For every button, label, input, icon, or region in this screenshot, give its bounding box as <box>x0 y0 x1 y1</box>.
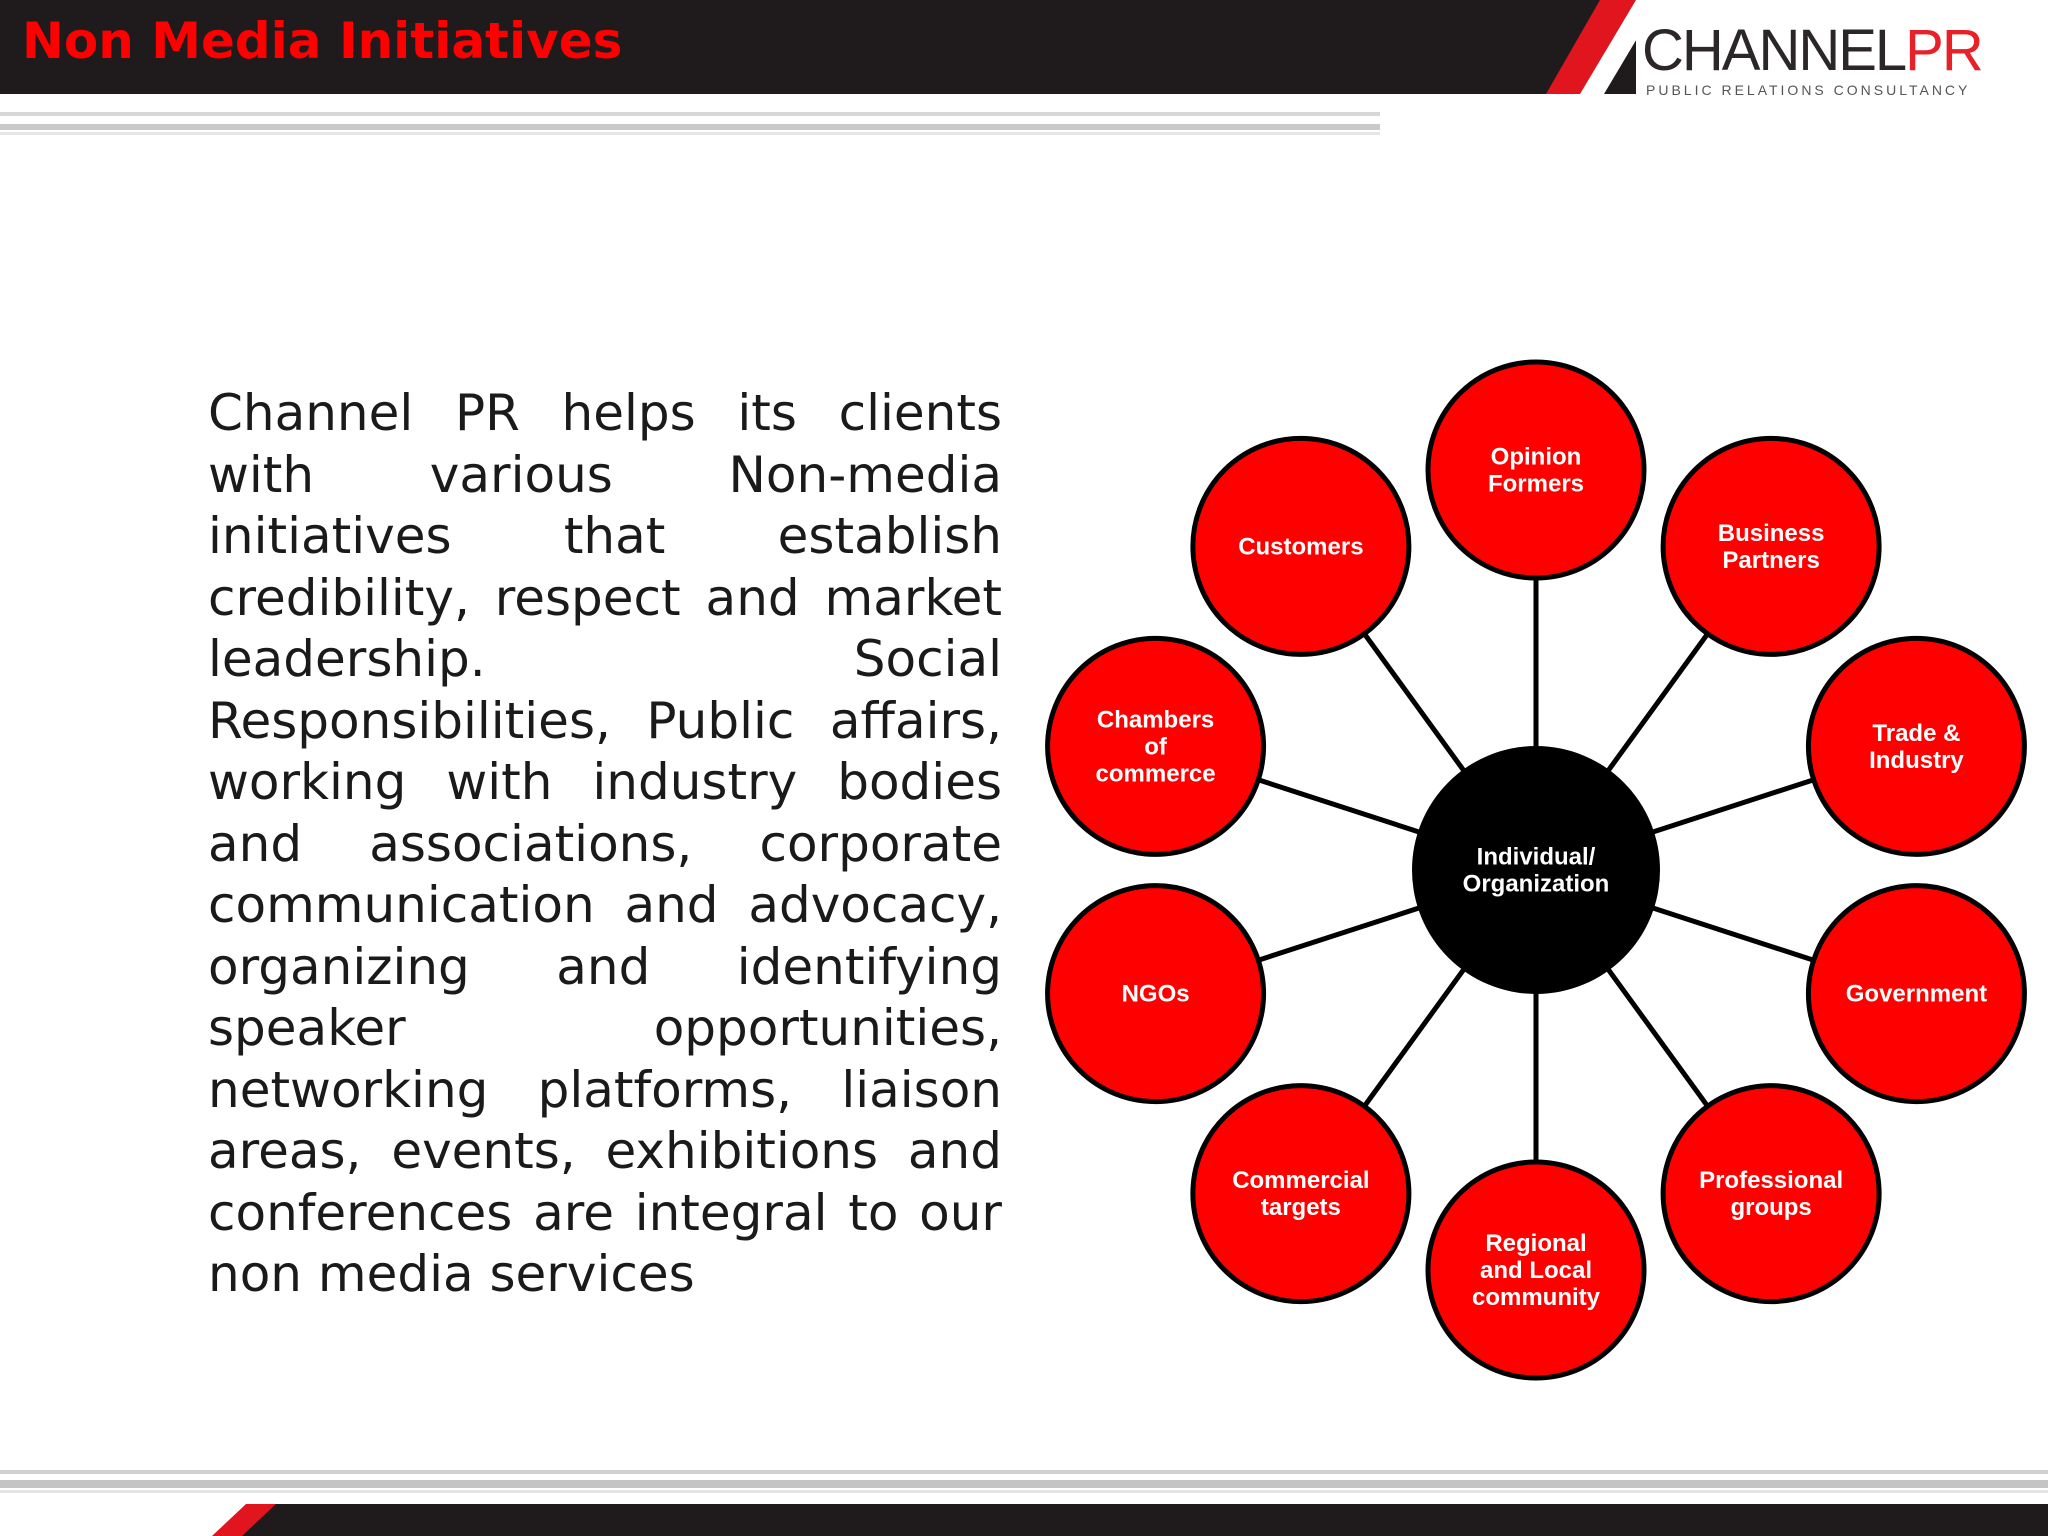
logo-word: CHANNEL <box>1642 18 1906 83</box>
node-label-chambers-of-commerce: Chambers of commerce <box>1095 706 1216 788</box>
node-label-ngos: NGOs <box>1121 980 1190 1008</box>
node-label-regional-local-community: Regional and Local community <box>1471 1230 1601 1311</box>
logo-pr: PR <box>1905 18 1982 83</box>
logo-subtitle: PUBLIC RELATIONS CONSULTANCY <box>1646 82 1971 98</box>
body-paragraph: Channel PR helps its clients with various Non-media initiatives that establish credibility, respect and market leadership. Social Responsibilities, Public affairs, working with industry bodies and associations, corporate communication and advocacy, organizing and identifying speaker opportunities, networking platforms, liaison areas, events, exhibitions and conferences are integral to our non media services <box>208 384 1002 1303</box>
node-label-professional-groups: Professional groups <box>1699 1167 1844 1222</box>
node-label-commercial-targets: Commercial targets <box>1232 1167 1370 1222</box>
footer-bar <box>0 1468 2048 1536</box>
node-label-customers: Customers <box>1238 533 1364 561</box>
node-label-trade-industry: Trade & Industry <box>1869 719 1964 774</box>
node-label-opinion-formers: Opinion Formers <box>1487 443 1585 498</box>
page-title: Non Media Initiatives <box>22 12 623 70</box>
center-node-label: Individual/ Organization <box>1462 843 1610 898</box>
node-label-business-partners: Business Partners <box>1717 519 1825 574</box>
node-label-government: Government <box>1845 980 1988 1008</box>
